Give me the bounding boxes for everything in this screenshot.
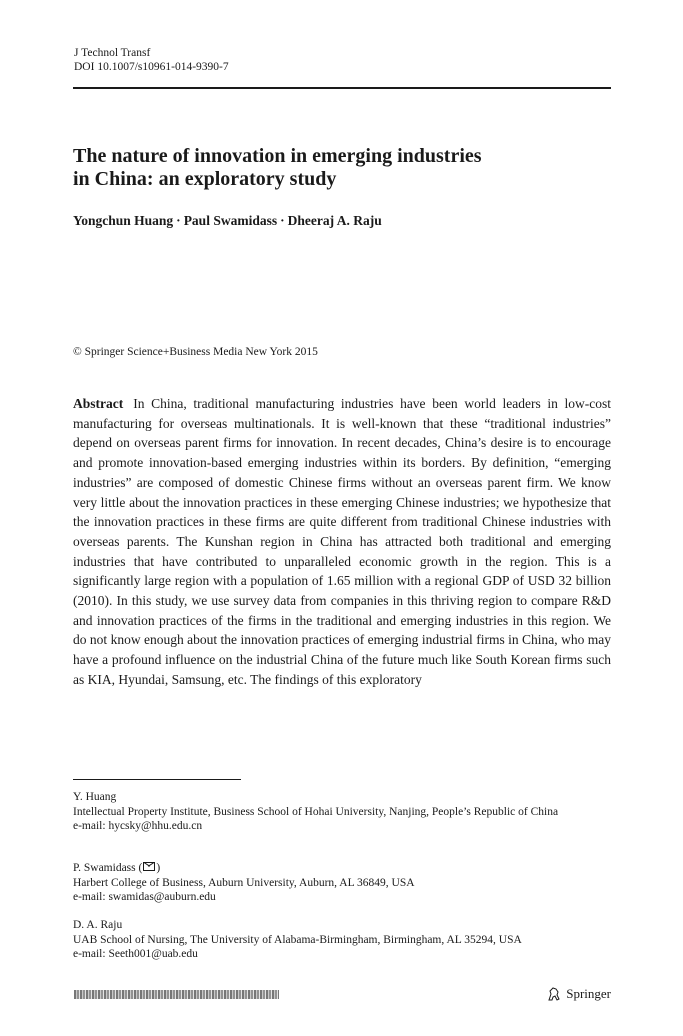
publisher-logo bbox=[546, 986, 611, 1002]
title-line-2: in China: an exploratory study bbox=[73, 168, 337, 190]
copyright-notice: © Springer Science+Business Media New York 2015 bbox=[73, 346, 318, 358]
abstract-text: In China, traditional manufacturing industries have been world leaders in low-cost manufacturing for overseas multinationals. It is well-known that these “traditional industries” depend on overseas parent firms for innovation. In recent decades, China’s desire is to encourage and promote innovation-based emerging industries within its borders. By definition, “emerging industries” are composed of domestic Chinese firms without an overseas parent firm. We know very little about the innovation practices in these emerging Chinese industries; we hypothesize that the innovation practices in these firms are quite different from traditional Chinese industries with overseas parents. The Kunshan region in China has attracted both traditional and emerging industries that have contributed to unparalleled economic growth in the region. This is a significantly large region with a population of 1.65 million with a regional GDP of USD 32 billion (2010). In this study, we use survey data from companies in this thriving region to compare R&D and innovation practices of the firms in the traditional and emerging industries in this region. We do not know enough about the innovation practices of emerging industrial firms in China, who may have a profound influence on the industrial China of the future much like South Korean firms such as KIA, Hyundai, Samsung, etc. The findings of this exploratory bbox=[73, 396, 611, 687]
author-list bbox=[73, 213, 382, 229]
affiliation-huang bbox=[73, 790, 613, 834]
affiliation-name: D. A. Raju bbox=[73, 919, 123, 931]
author-name: Yongchun Huang bbox=[73, 213, 174, 228]
envelope-icon[interactable] bbox=[143, 862, 155, 871]
springer-horse-icon bbox=[546, 986, 562, 1002]
doi[interactable]: DOI 10.1007/s10961-014-9390-7 bbox=[74, 61, 229, 73]
barcode-strip bbox=[74, 990, 279, 999]
publisher-name: Springer bbox=[566, 986, 611, 1001]
article-title bbox=[73, 145, 613, 191]
journal-name: J Technol Transf bbox=[74, 47, 151, 59]
title-line-1: The nature of innovation in emerging industries bbox=[73, 145, 482, 167]
author-separator: · bbox=[280, 213, 285, 228]
abstract-label: Abstract bbox=[73, 396, 124, 411]
affiliation-name: P. Swamidass bbox=[73, 862, 136, 874]
bracket-open: ( bbox=[138, 862, 143, 874]
author-name: Paul Swamidass bbox=[183, 213, 278, 228]
affiliation-raju bbox=[73, 918, 613, 962]
footnote-rule bbox=[73, 779, 241, 780]
header-rule bbox=[73, 87, 611, 89]
affiliation-email[interactable]: e-mail: swamidas@auburn.edu bbox=[73, 891, 216, 903]
author-separator: · bbox=[176, 213, 181, 228]
affiliation-email[interactable]: e-mail: hycsky@hhu.edu.cn bbox=[73, 820, 203, 832]
abstract bbox=[73, 394, 611, 690]
affiliation-institution: Intellectual Property Institute, Business School of Hohai University, Nanjing, People’s Republic of China bbox=[73, 805, 559, 818]
journal-header bbox=[74, 46, 229, 74]
affiliation-institution: Harbert College of Business, Auburn University, Auburn, AL 36849, USA bbox=[73, 876, 415, 889]
affiliation-swamidass bbox=[73, 861, 613, 905]
affiliation-email[interactable]: e-mail: Seeth001@uab.edu bbox=[73, 948, 198, 960]
author-name: Dheeraj A. Raju bbox=[287, 213, 382, 228]
affiliation-name-line bbox=[73, 861, 613, 876]
bracket-close: ) bbox=[156, 862, 161, 874]
affiliation-institution: UAB School of Nursing, The University of Alabama-Birmingham, Birmingham, AL 35294, USA bbox=[73, 933, 522, 946]
affiliation-name: Y. Huang bbox=[73, 791, 117, 803]
